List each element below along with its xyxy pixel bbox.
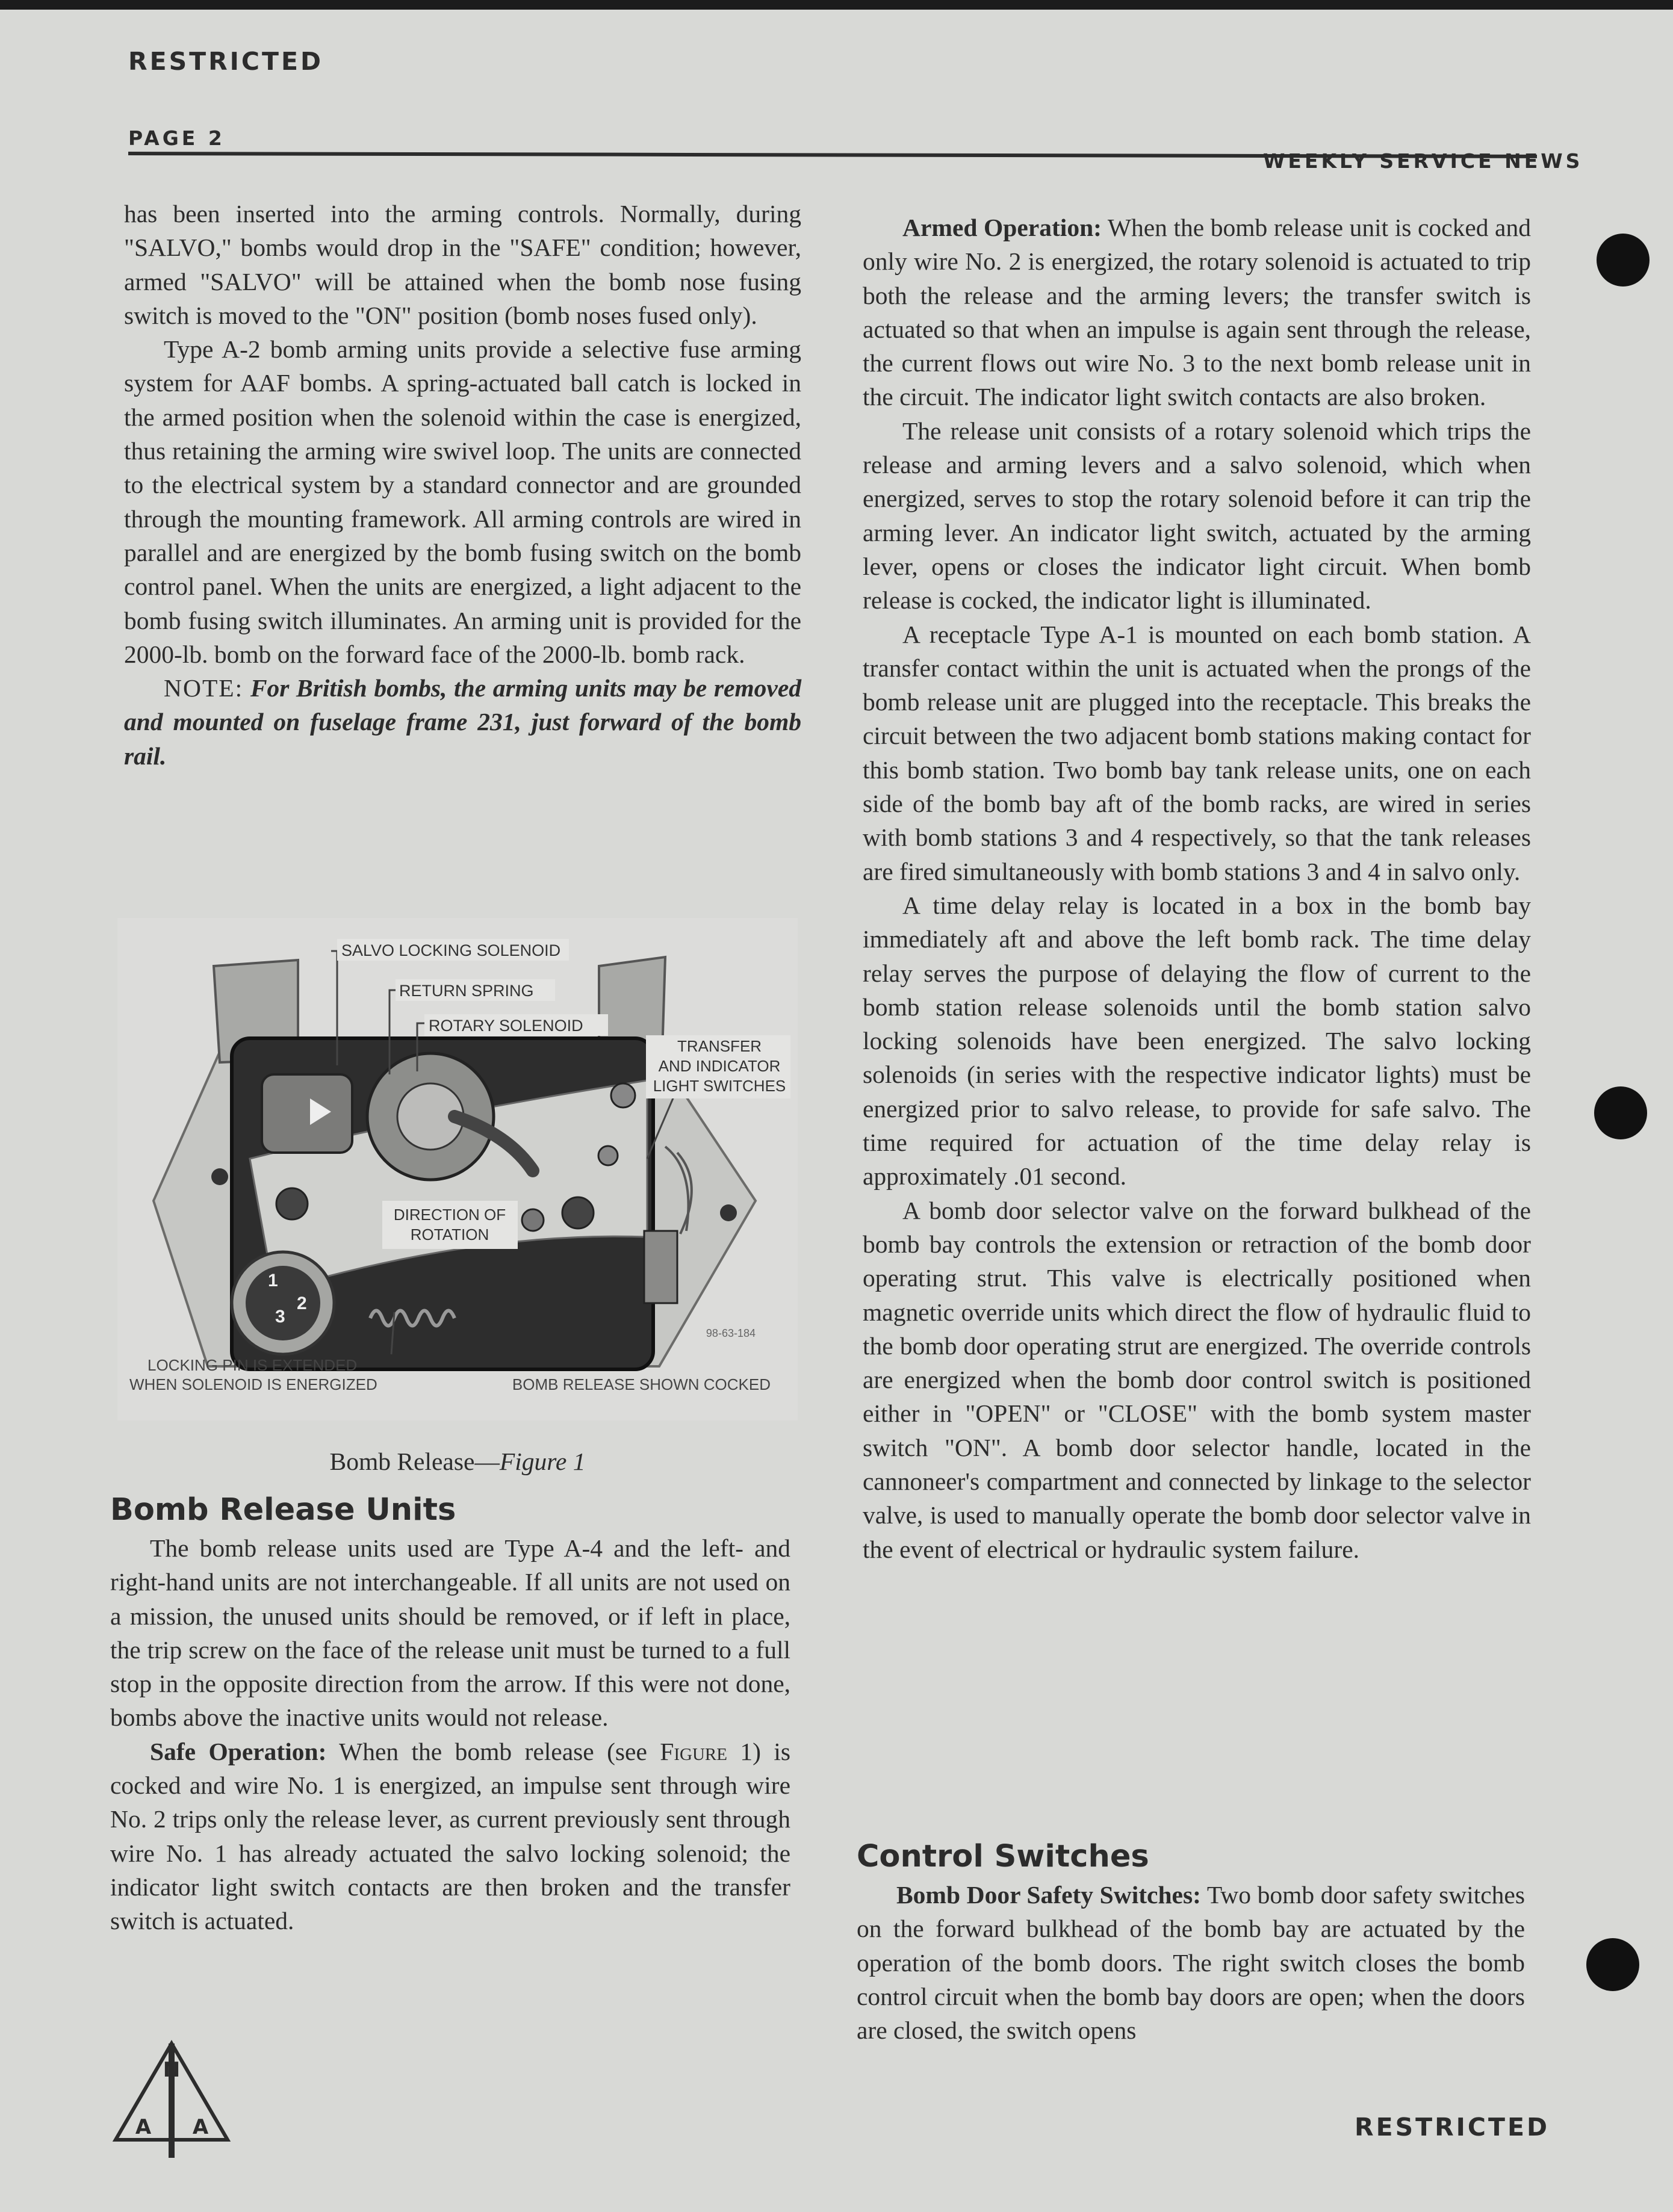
page-number: PAGE 2 xyxy=(128,126,225,150)
right-paragraph-5: A bomb door selector valve on the forward bulkhead of the bomb bay controls the extension or retraction of the bomb door operating strut. This valve is electrically positioned when magnetic override units which direct the flow of hydraulic fluid to the bomb door operating strut are energized. The override controls are energized when the bomb door control switch is positioned either in "OPEN" or "CLOSE" with the bomb system master switch "ON". A bomb door selector handle, located in the cannoneer's compartment and connected by linkage to the selector valve, is used to manually operate the bomb door selector valve in the event of electrical or hydraulic system failure. xyxy=(863,1196,1531,1563)
label-shown-cocked: BOMB RELEASE SHOWN COCKED xyxy=(512,1375,771,1393)
caption-prefix: Bomb Release— xyxy=(329,1448,500,1475)
logo-letter-a-right: A xyxy=(192,2115,209,2139)
label-return-spring: RETURN SPRING xyxy=(399,982,534,1000)
binder-hole-top xyxy=(1597,234,1650,287)
figure-caption xyxy=(117,1447,798,1476)
label-pin-3: 3 xyxy=(275,1307,285,1327)
label-salvo-locking-solenoid: SALVO LOCKING SOLENOID xyxy=(341,941,561,959)
safe-operation-figure-ref: Figure xyxy=(660,1737,727,1765)
label-transfer-2: AND INDICATOR xyxy=(658,1057,781,1075)
left-paragraph-2: Type A-2 bomb arming units provide a selective fuse arming system for AAF bombs. A spring-actuated ball catch is locked in the armed position when the solenoid within the case is energized, thus retaining the arming wire swivel loop. The units are connected to the electrical system by a standard connector and are grounded through the mounting framework. All arming controls are wired in parallel and are energized by the bomb fusing switch on the bomb control panel. When the units are energized, a light adjacent to the bomb fusing switch illuminates. An arming unit is provided for the 2000-lb. bomb on the forward face of the 2000-lb. bomb rack. xyxy=(124,335,801,668)
right-paragraph-4: A time delay relay is located in a box in the bomb bay immediately aft and above the left bomb rack. The time delay relay serves the purpose of delaying the flow of current to the bomb station release solenoids until the bomb station salvo locking solenoids have been energized. The salvo locking solenoids (in series with the respective indicator lights) must be energized prior to salvo release, to provide for safe salvo. The time required for actuation of the time delay relay is approximately .01 second. xyxy=(863,891,1531,1191)
label-transfer-1: TRANSFER xyxy=(677,1037,762,1055)
caption-figure: Figure 1 xyxy=(499,1448,586,1475)
safe-operation-label: Safe Operation: xyxy=(150,1737,327,1765)
top-edge-band xyxy=(0,0,1673,10)
safe-operation-paragraph xyxy=(110,1735,790,1938)
heading-control-switches: Control Switches xyxy=(857,1839,1149,1874)
binder-hole-bottom xyxy=(1586,1938,1639,1991)
header-restricted: RESTRICTED xyxy=(128,47,323,76)
left-column-bottom xyxy=(110,1489,790,1938)
safe-operation-text-b: 1) is cocked and wire No. 1 is energized, an impulse sent through wire No. 2 trips only the release lever, as current previously sent through wire No. 1 has already actuated the salvo locking solenoid; the indicator light switch contacts are then broken and the transfer switch is actuated. xyxy=(110,1737,790,1935)
heading-bomb-release-units: Bomb Release Units xyxy=(110,1492,456,1528)
naa-logo-icon xyxy=(107,2031,237,2161)
label-transfer-3: LIGHT SWITCHES xyxy=(653,1077,786,1095)
safety-switches-text: Two bomb door safety switches on the forward bulkhead of the bomb bay are actuated by the operation of the bomb doors. The right switch closes the bomb control circuit when the bomb bay doors are open; when the doors are closed, the switch opens xyxy=(857,1881,1525,2045)
left-column-top xyxy=(124,197,801,773)
note-label: NOTE: xyxy=(164,674,244,702)
left-paragraph-3: The bomb release units used are Type A-4 and the left- and right-hand units are not interchangeable. If all units are not used on a mission, the unused units should be removed, or if left in place, the trip screw on the face of the release unit must be turned to a full stop in the opposite direction from the arrow. If this were not done, bombs above the inactive units would not release. xyxy=(110,1534,790,1732)
left-paragraph-1: has been inserted into the arming controls. Normally, during "SALVO," bombs would drop in the "SAFE" condition; however, armed "SALVO" will be attained when the bomb nose fusing switch is moved to the "ON" position (bomb noses fused only). xyxy=(124,200,801,329)
footer-restricted: RESTRICTED xyxy=(1355,2113,1550,2142)
logo-letter-n: N xyxy=(163,2058,181,2082)
note-paragraph xyxy=(124,671,801,773)
label-direction-2: ROTATION xyxy=(410,1225,489,1244)
armed-operation-text: When the bomb release unit is cocked and only wire No. 2 is energized, the rotary solenoid is actuated to trip both the release and the arming levers; the transfer switch is actuated so that when an impulse is again sent through the release, the current flows out wire No. 3 to the next bomb release unit in the circuit. The indicator light switch contacts are also broken. xyxy=(863,214,1531,411)
label-rotary-solenoid: ROTARY SOLENOID xyxy=(429,1017,583,1035)
safety-switches-label: Bomb Door Safety Switches: xyxy=(896,1881,1201,1909)
note-text: For British bombs, the arming units may be removed and mounted on fuselage frame 231, just forward of the bomb rail. xyxy=(124,674,802,770)
right-column xyxy=(863,211,1531,1566)
label-pin-2: 2 xyxy=(297,1293,307,1313)
label-locking-1: LOCKING PIN IS EXTENDED xyxy=(147,1356,358,1374)
publication-title: WEEKLY SERVICE NEWS xyxy=(1263,149,1583,173)
logo-letter-a-left: A xyxy=(135,2115,152,2139)
label-figure-code: 98-63-184 xyxy=(706,1327,756,1339)
label-locking-2: WHEN SOLENOID IS ENERGIZED xyxy=(129,1375,377,1393)
right-column-bottom xyxy=(857,1836,1525,2047)
bomb-release-figure xyxy=(117,918,798,1420)
right-paragraph-3: A receptacle Type A-1 is mounted on each bomb station. A transfer contact within the unit is actuated when the prongs of the bomb release unit are plugged into the receptacle. This breaks the circuit between the two adjacent bomb stations making contact for this bomb station. Two bomb bay tank release units, one on each side of the bomb bay aft of the bomb racks, are wired in series with bomb stations 3 and 4 respectively, so that the tank releases are fired simultaneously with bomb stations 3 and 4 in salvo only. xyxy=(863,620,1531,885)
label-direction-1: DIRECTION OF xyxy=(393,1206,506,1224)
armed-operation-label: Armed Operation: xyxy=(902,214,1102,241)
armed-operation-paragraph xyxy=(863,211,1531,414)
safety-switches-paragraph xyxy=(857,1878,1525,2047)
right-paragraph-2: The release unit consists of a rotary solenoid which trips the release and arming levers and a salvo solenoid, which when energized, serves to stop the rotary solenoid before it can trip the arming lever. An indicator light switch, actuated by the arming lever, opens or closes the indicator light circuit. When bomb release is cocked, the indicator light is illuminated. xyxy=(863,417,1531,615)
binder-hole-middle xyxy=(1594,1086,1647,1139)
bomb-release-illustration xyxy=(117,918,798,1420)
label-pin-1: 1 xyxy=(268,1271,278,1290)
safe-operation-text-a: When the bomb release (see xyxy=(339,1737,647,1765)
